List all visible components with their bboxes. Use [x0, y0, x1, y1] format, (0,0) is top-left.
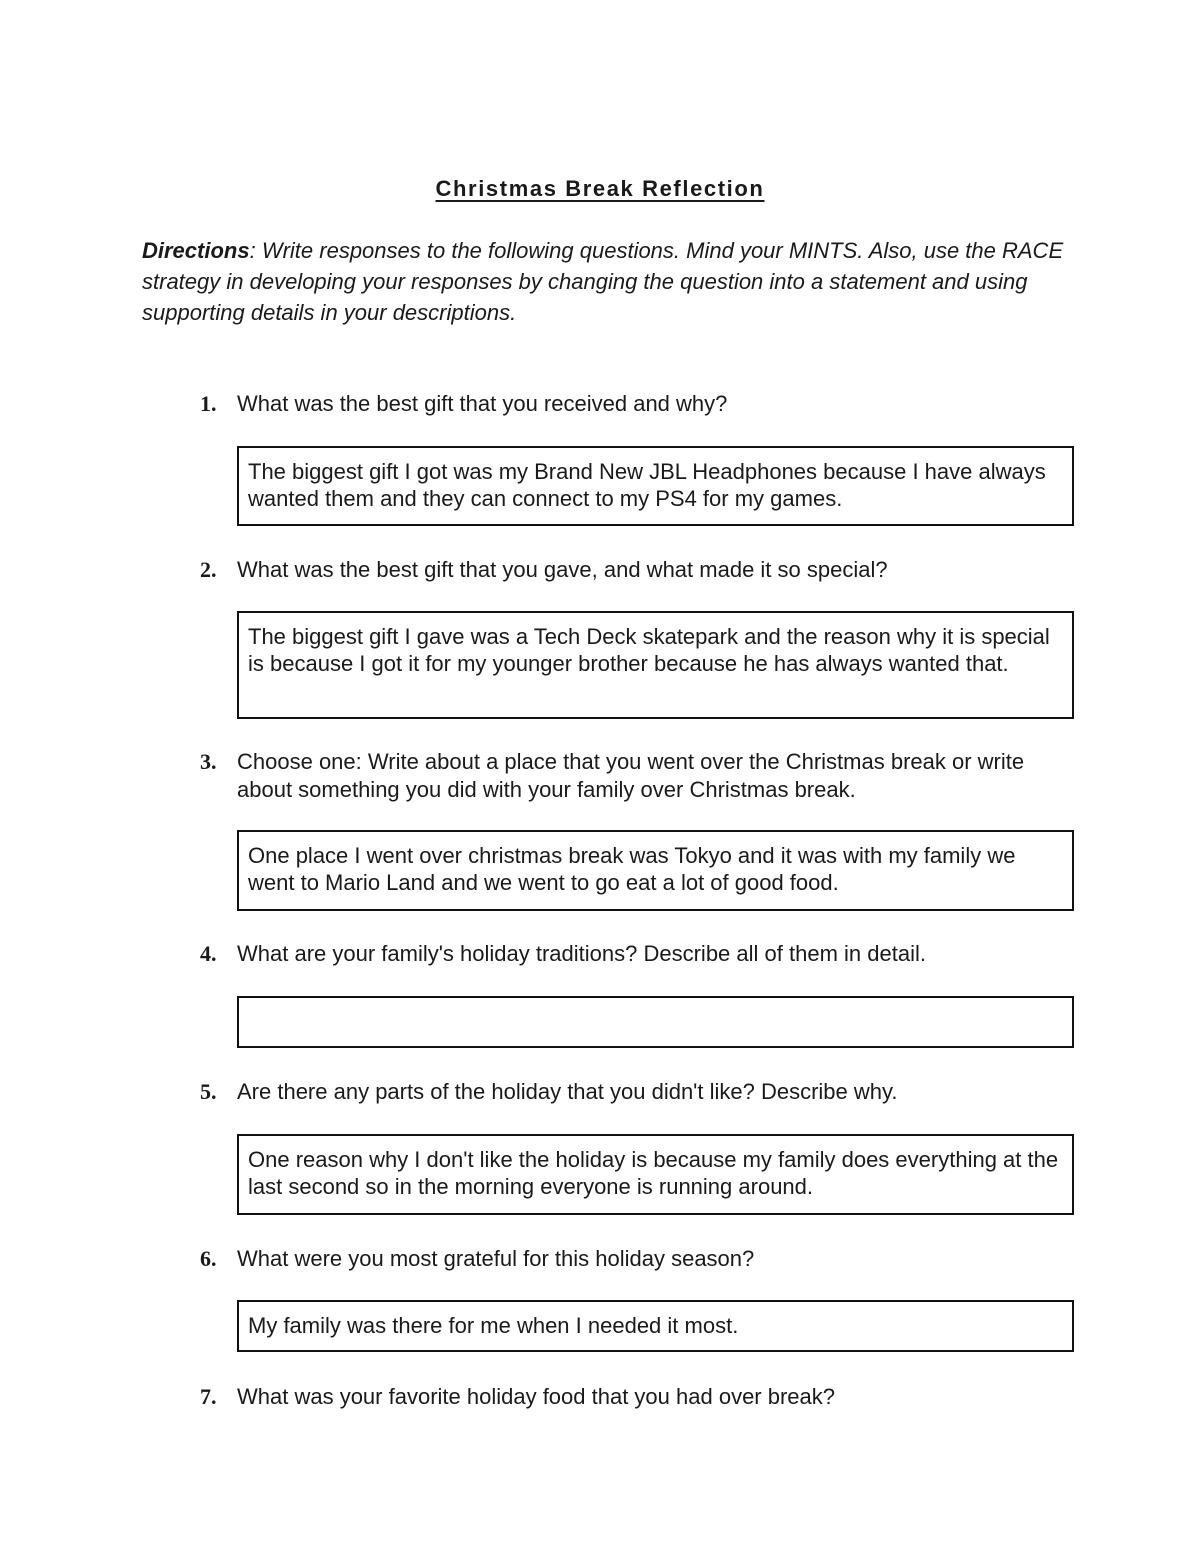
answer-box-6[interactable] [237, 1300, 1074, 1352]
question-text: Are there any parts of the holiday that you didn't like? Describe why. [237, 1079, 898, 1104]
question-text: What was your favorite holiday food that you had over break? [237, 1384, 836, 1409]
question-text: What were you most grateful for this holiday season? [237, 1246, 755, 1271]
answer-text: The biggest gift I got was my Brand New JBL Headphones because I have always wanted them and they can connect to my PS4 for my games. [248, 459, 1046, 511]
directions-text: : Write responses to the following questions. Mind your MINTS. Also, use the RACE strategy in developing your responses by changing the question into a statement and using supporting details in your descriptions. [142, 238, 1064, 325]
question-number: 3. [200, 749, 217, 774]
answer-box-5[interactable] [237, 1134, 1074, 1215]
question-4 [200, 940, 1060, 968]
question-text: What was the best gift that you received and why? [237, 391, 728, 416]
answer-text: One reason why I don't like the holiday is because my family does everything at the last second so in the morning everyone is running around. [248, 1147, 1059, 1199]
question-number: 7. [200, 1384, 217, 1409]
question-text: What are your family's holiday traditions? Describe all of them in detail. [237, 941, 926, 966]
question-3 [200, 748, 1060, 804]
answer-text: My family was there for me when I needed it most. [248, 1313, 739, 1338]
answer-box-4[interactable] [237, 996, 1074, 1048]
answer-text: The biggest gift I gave was a Tech Deck skatepark and the reason why it is special is because I got it for my younger brother because he has always wanted that. [248, 624, 1050, 676]
question-number: 2. [200, 557, 217, 582]
question-6 [200, 1245, 1060, 1273]
question-number: 6. [200, 1246, 217, 1271]
question-1 [200, 390, 1060, 418]
question-text: What was the best gift that you gave, and what made it so special? [237, 557, 888, 582]
answer-box-2[interactable] [237, 611, 1074, 719]
question-text: Choose one: Write about a place that you went over the Christmas break or write about something you did with your family over Christmas break. [237, 749, 1025, 802]
answer-box-3[interactable] [237, 830, 1074, 911]
answer-box-1[interactable] [237, 446, 1074, 526]
question-5 [200, 1078, 1060, 1106]
question-2 [200, 556, 1060, 584]
question-number: 1. [200, 391, 217, 416]
directions [142, 235, 1067, 328]
answer-text: One place I went over christmas break was Tokyo and it was with my family we went to Mario Land and we went to go eat a lot of good food. [248, 843, 1016, 895]
question-number: 5. [200, 1079, 217, 1104]
page-title: Christmas Break Reflection [435, 176, 765, 201]
question-number: 4. [200, 941, 217, 966]
question-7 [200, 1383, 1060, 1411]
directions-label: Directions [142, 238, 250, 263]
